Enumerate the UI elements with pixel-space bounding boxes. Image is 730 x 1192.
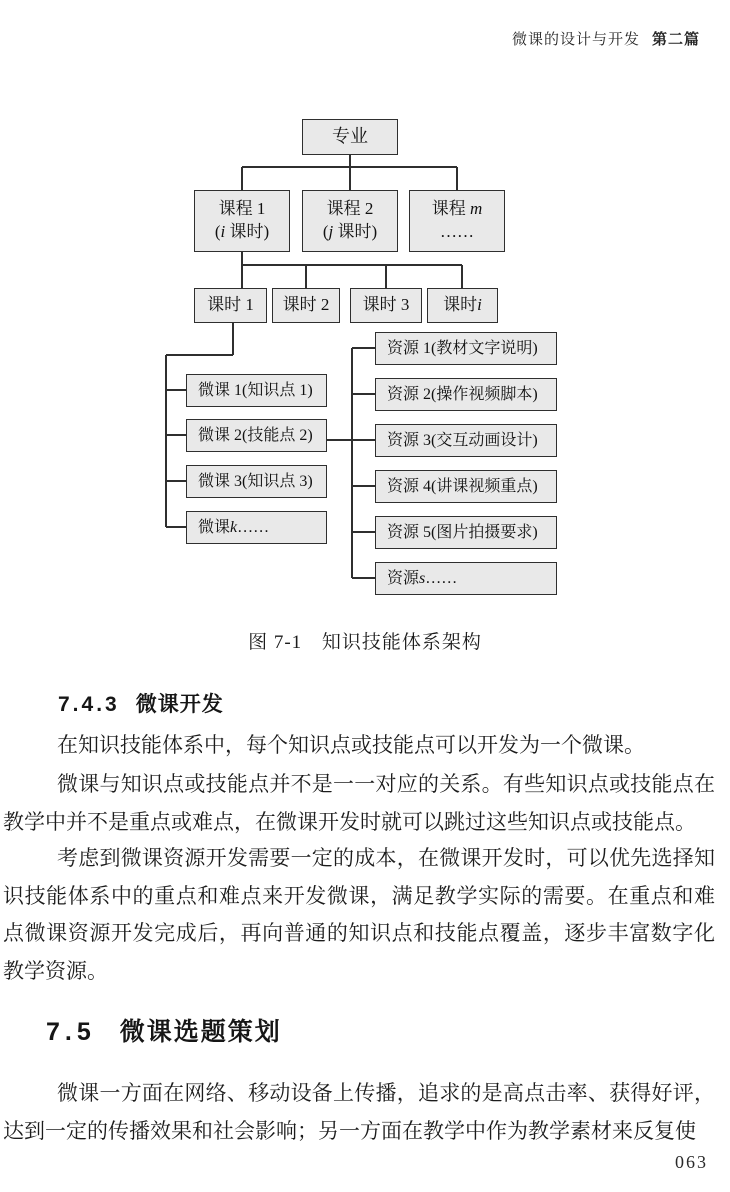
node-course-m: 课程 m …… [409, 190, 505, 252]
section-heading-743 [58, 693, 224, 717]
node-resource-1: 资源 1(教材文字说明) [375, 332, 557, 365]
node-micro-3: 微课 3(知识点 3) [186, 465, 327, 498]
node-lesson-2: 课时 2 [272, 288, 340, 323]
node-major: 专业 [302, 119, 398, 155]
figure-caption-title: 知识技能体系架构 [321, 632, 482, 653]
node-micro-1: 微课 1(知识点 1) [186, 374, 327, 407]
node-course-2: 课程 2 (j 课时) [302, 190, 398, 252]
node-micro-2: 微课 2(技能点 2) [186, 419, 327, 452]
node-resource-3: 资源 3(交互动画设计) [375, 424, 557, 457]
section-title: 微课选题策划 [119, 1018, 282, 1046]
node-lesson-1: 课时 1 [194, 288, 267, 323]
section-number: 7.4.3 [58, 693, 120, 716]
section-heading-75 [46, 1016, 282, 1048]
section-number: 7.5 [46, 1018, 96, 1046]
node-micro-k: 微课 k …… [186, 511, 327, 544]
node-course-1: 课程 1 (i 课时) [194, 190, 290, 252]
paragraph: 考虑到微课资源开发需要一定的成本，在微课开发时，可以优先选择知识技能体系中的重点和难点来开发微课，满足教学实际的需要。在重点和难点微课资源开发完成后，再向普通的知识点和技能点覆盖，逐步丰富数字化教学资源。 [3, 846, 715, 983]
page-number: 063 [675, 1152, 708, 1172]
running-header [512, 28, 700, 49]
node-lesson-i: 课时 i [427, 288, 498, 323]
figure-caption [0, 627, 730, 654]
running-header-part-label: 第二篇 [651, 31, 700, 48]
section-title: 微课开发 [135, 693, 224, 716]
paragraph: 微课与知识点或技能点并不是一一对应的关系。有些知识点或技能点在教学中并不是重点或难点，在微课开发时就可以跳过这些知识点或技能点。 [3, 772, 715, 834]
node-resource-4: 资源 4(讲课视频重点) [375, 470, 557, 503]
running-header-book-title: 微课的设计与开发 [511, 31, 640, 48]
node-resource-s: 资源 s …… [375, 562, 557, 595]
node-resource-5: 资源 5(图片拍摄要求) [375, 516, 557, 549]
paragraph: 微课一方面在网络、移动设备上传播，追求的是高点击率、获得好评，达到一定的传播效果和社会影响；另一方面在教学中作为教学素材来反复使 [3, 1081, 715, 1143]
node-resource-2: 资源 2(操作视频脚本) [375, 378, 557, 411]
node-lesson-3: 课时 3 [350, 288, 422, 323]
paragraph: 在知识技能体系中，每个知识点或技能点可以开发为一个微课。 [57, 733, 645, 757]
figure-caption-number: 图 7-1 [248, 632, 303, 653]
